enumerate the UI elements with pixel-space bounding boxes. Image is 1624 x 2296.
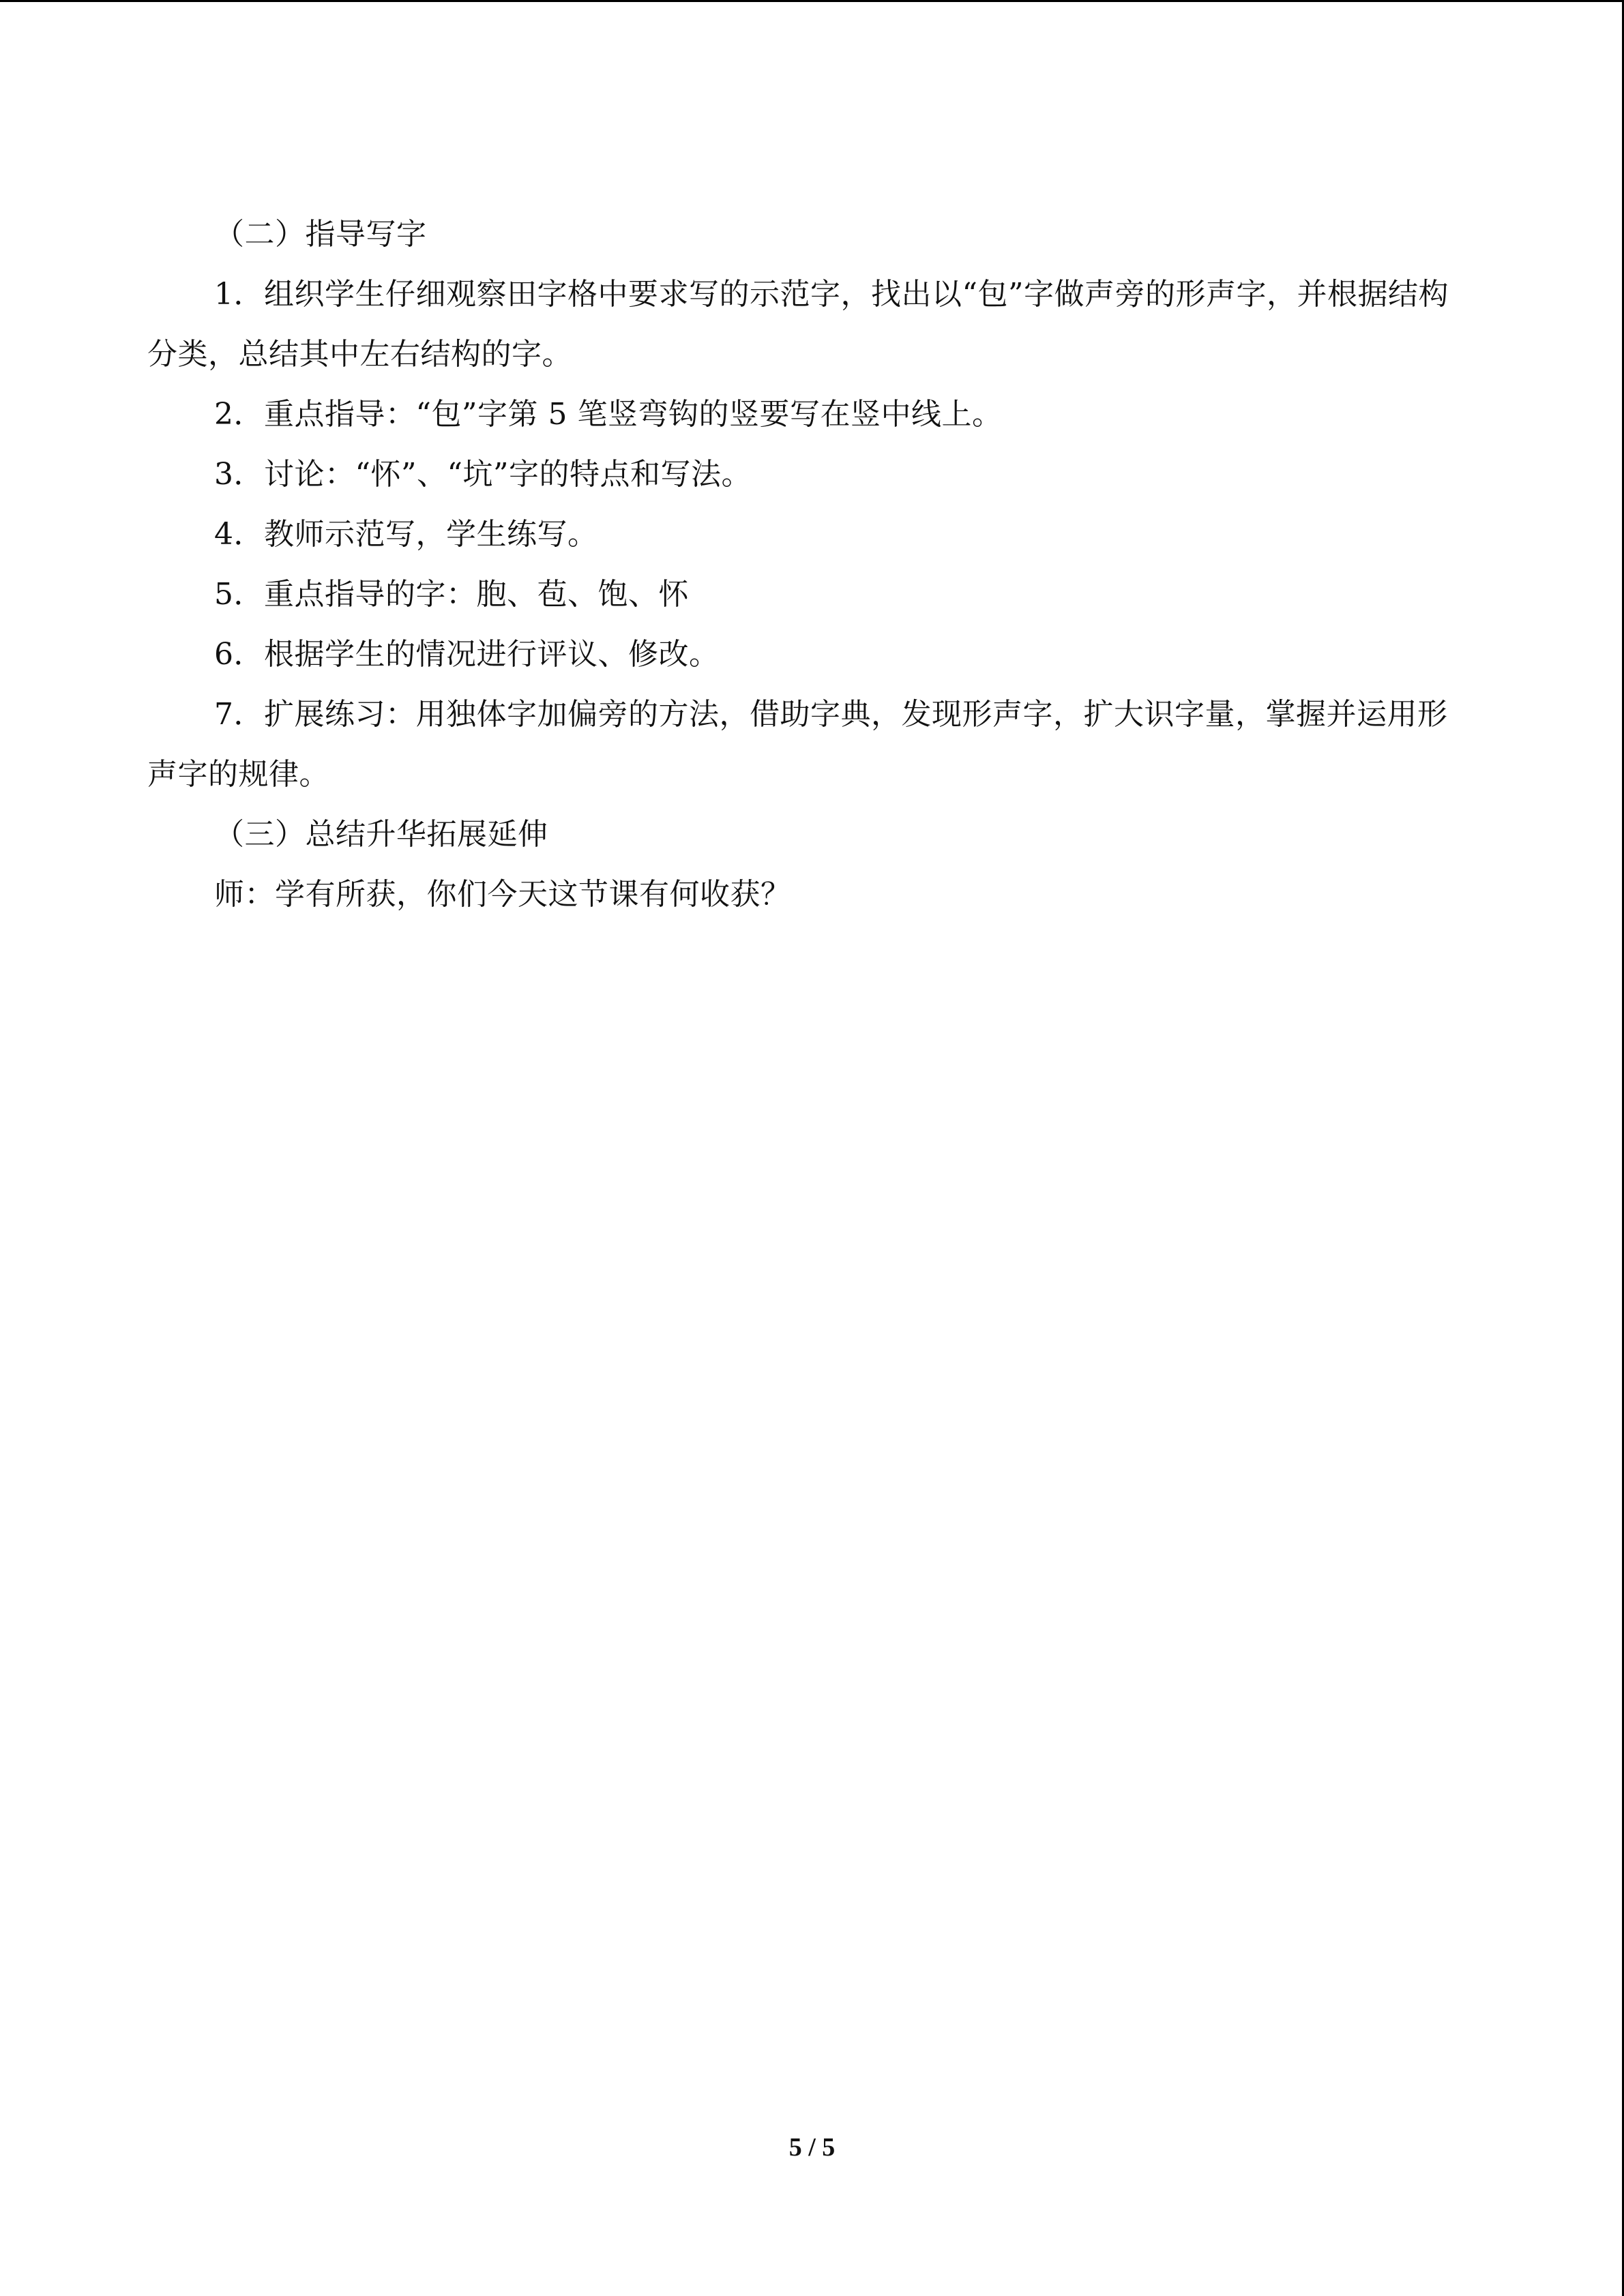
paragraph-step-5: 5．重点指导的字：胞、苞、饱、怀: [214, 577, 689, 612]
paragraph-step-4: 4．教师示范写，学生练写。: [214, 517, 598, 552]
section-heading-writing-guidance: （二）指导写字: [214, 217, 427, 252]
paragraph-step-3: 3．讨论：“怀”、“坑”字的特点和写法。: [214, 457, 752, 492]
paragraph-teacher-question: 师：学有所获，你们今天这节课有何收获？: [214, 877, 791, 912]
paragraph-step-7: 7．扩展练习：用独体字加偏旁的方法，借助字典，发现形声字，扩大识字量，掌握并运用形声字的规律。: [147, 697, 1448, 792]
paragraph-step-1: 1．组织学生仔细观察田字格中要求写的示范字，找出以“包”字做声旁的形声字，并根据结构分类，总结其中左右结构的字。: [147, 277, 1449, 372]
page-number: 5 / 5: [788, 2133, 836, 2162]
page-border-top: [0, 0, 1624, 2]
document-body: [147, 205, 1477, 925]
paragraph-step-6: 6．根据学生的情况进行评议、修改。: [214, 637, 720, 672]
section-heading-summary: （三）总结升华拓展延伸: [214, 817, 548, 852]
paragraph-step-2: 2．重点指导：“包”字第 5 笔竖弯钩的竖要写在竖中线上。: [214, 397, 1003, 432]
